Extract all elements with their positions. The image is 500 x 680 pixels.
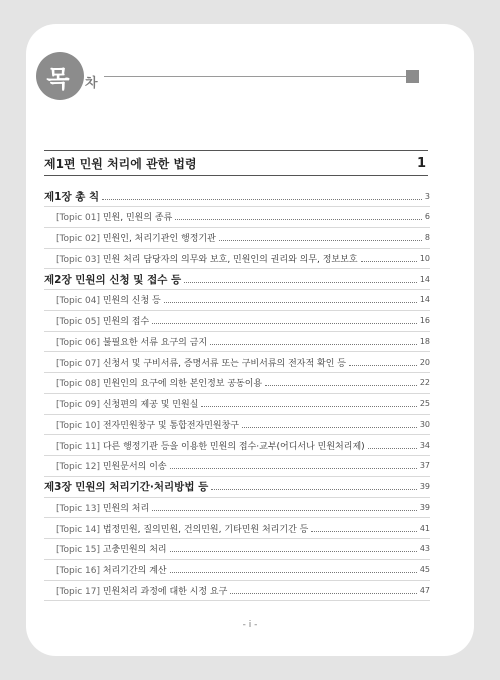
dot-leader — [311, 531, 416, 532]
toc-topic-entry[interactable] — [56, 581, 430, 599]
entry-page-number: 10 — [419, 253, 430, 263]
entry-title: 민원의 접수 — [102, 317, 150, 327]
heading-square-ornament — [406, 70, 419, 83]
entry-label — [44, 479, 208, 494]
entry-title: 신청편의 제공 및 민원실 — [102, 400, 199, 410]
toc-topic-entry[interactable] — [56, 208, 430, 226]
entry-page-number: 30 — [419, 419, 430, 429]
entry-label — [56, 459, 167, 472]
dot-leader — [242, 427, 417, 428]
entry-label — [44, 189, 99, 204]
entry-label — [56, 376, 262, 389]
dot-leader — [219, 240, 422, 241]
entry-title: 전자민원창구 및 통합전자민원창구 — [102, 420, 239, 431]
dot-leader — [152, 323, 417, 324]
dot-leader — [211, 489, 417, 490]
toc-topic-entry[interactable] — [56, 561, 430, 579]
entry-label — [56, 542, 167, 555]
topic-code: [Topic 03] — [56, 254, 100, 265]
toc-topic-entry[interactable] — [56, 436, 430, 454]
row-separator — [44, 600, 430, 601]
dot-leader — [184, 282, 417, 283]
entry-title: 신청서 및 구비서류, 증명서류 또는 구비서류의 전자적 확인 등 — [102, 358, 346, 369]
toc-topic-entry[interactable] — [56, 457, 430, 475]
entry-page-number: 22 — [419, 378, 430, 388]
dot-leader — [152, 510, 417, 511]
topic-code: [Topic 17] — [56, 586, 100, 597]
toc-chapter-entry[interactable] — [44, 187, 430, 205]
dot-leader — [170, 468, 417, 469]
toc-topic-entry[interactable] — [56, 395, 430, 413]
entry-page-number: 47 — [419, 585, 430, 595]
dot-leader — [102, 199, 422, 200]
entry-label — [56, 335, 207, 348]
topic-code: [Topic 01] — [56, 213, 100, 224]
topic-code: [Topic 06] — [56, 337, 100, 348]
toc-topic-entry[interactable] — [56, 415, 430, 433]
entry-title: 민원처리 과정에 대한 시정 요구 — [102, 586, 228, 597]
entry-title: 민원의 신청 등 — [102, 296, 161, 307]
topic-code: [Topic 02] — [56, 234, 100, 244]
toc-title-sub: 차 — [85, 76, 98, 91]
toc-title-main: 목 — [46, 64, 70, 93]
entry-page-number: 39 — [419, 502, 430, 512]
entry-label — [56, 501, 149, 514]
dot-leader — [201, 406, 416, 407]
entry-title: 불필요한 서류 요구의 금지 — [102, 337, 208, 348]
dot-leader — [230, 593, 416, 594]
dot-leader — [361, 261, 417, 262]
entry-page-number: 14 — [419, 295, 430, 305]
entry-page-number: 39 — [419, 482, 430, 491]
entry-page-number: 8 — [424, 233, 430, 242]
entry-page-number: 14 — [419, 274, 430, 284]
part-page-number: 1 — [416, 155, 426, 171]
toc-topic-entry[interactable] — [56, 291, 430, 309]
entry-page-number: 45 — [419, 565, 430, 574]
entry-title: 민원, 민원의 종류 — [102, 213, 173, 224]
entry-label — [56, 252, 358, 265]
dot-leader — [175, 219, 422, 220]
entry-label — [56, 563, 167, 576]
toc-topic-entry[interactable] — [56, 332, 430, 350]
toc-topic-entry[interactable] — [56, 519, 430, 537]
entry-label — [56, 293, 161, 306]
entry-title: 법정민원, 질의민원, 건의민원, 기타민원 처리기간 등 — [102, 524, 309, 535]
entry-title: 고충민원의 처리 — [102, 545, 167, 556]
entry-page-number: 37 — [419, 461, 430, 471]
dot-leader — [368, 448, 417, 449]
dot-leader — [210, 344, 417, 345]
entry-page-number: 20 — [419, 357, 430, 367]
topic-code: [Topic 07] — [56, 358, 100, 369]
entry-title: 제3장 민원의 처리기간·처리방법 등 — [44, 481, 209, 493]
entry-page-number: 43 — [419, 544, 430, 554]
entry-page-number: 18 — [419, 336, 430, 346]
entry-page-number: 6 — [424, 212, 430, 222]
toc-topic-entry[interactable] — [56, 249, 430, 267]
toc-topic-entry[interactable] — [56, 374, 430, 392]
dot-leader — [349, 365, 417, 366]
entry-label — [56, 584, 227, 597]
toc-topic-entry[interactable] — [56, 498, 430, 516]
dot-leader — [170, 572, 417, 573]
entry-label — [56, 439, 365, 452]
toc-topic-entry[interactable] — [56, 229, 430, 247]
entry-label — [56, 522, 308, 535]
topic-code: [Topic 14] — [56, 524, 100, 535]
topic-code: [Topic 08] — [56, 379, 100, 390]
entry-page-number: 41 — [419, 523, 430, 533]
toc-topic-entry[interactable] — [56, 540, 430, 558]
toc-chapter-entry[interactable] — [44, 270, 430, 288]
entry-title: 민원문서의 이송 — [102, 462, 167, 473]
part-title: 제1편 민원 처리에 관한 법령 — [44, 156, 197, 171]
toc-topic-entry[interactable] — [56, 312, 430, 330]
entry-title: 민원의 처리 — [102, 503, 150, 514]
entry-page-number: 34 — [419, 440, 430, 450]
toc-heading — [36, 52, 420, 100]
entry-label — [56, 356, 346, 369]
entry-title: 민원인, 처리기관인 행정기관 — [102, 234, 216, 244]
dot-leader — [164, 302, 417, 303]
toc-topic-entry[interactable] — [56, 353, 430, 371]
part-heading[interactable] — [44, 150, 428, 176]
dot-leader — [265, 385, 417, 386]
topic-code: [Topic 16] — [56, 566, 100, 576]
topic-code: [Topic 15] — [56, 545, 100, 556]
entry-page-number: 3 — [424, 191, 430, 201]
entry-title: 민원 처리 담당자의 의무와 보호, 민원인의 권리와 의무, 정보보호 — [102, 254, 358, 265]
entry-title: 다른 행정기관 등을 이용한 민원의 접수·교부(어디서나 민원처리제) — [102, 441, 365, 452]
page-number-footer: - i - — [242, 620, 258, 630]
entry-title: 처리기간의 계산 — [102, 566, 167, 576]
entry-label — [56, 314, 149, 327]
toc-title-badge — [36, 52, 84, 100]
entry-label — [56, 397, 198, 410]
topic-code: [Topic 10] — [56, 420, 100, 431]
topic-code: [Topic 09] — [56, 400, 100, 410]
topic-code: [Topic 05] — [56, 317, 100, 327]
topic-code: [Topic 04] — [56, 296, 100, 307]
topic-code: [Topic 12] — [56, 462, 100, 473]
entry-label — [56, 231, 216, 244]
toc-chapter-entry[interactable] — [44, 478, 430, 496]
dot-leader — [170, 551, 417, 552]
entry-page-number: 25 — [419, 399, 430, 408]
entry-label — [44, 272, 181, 287]
topic-code: [Topic 11] — [56, 441, 100, 452]
entry-title: 제2장 민원의 신청 및 접수 등 — [44, 273, 182, 286]
entry-label — [56, 210, 172, 223]
topic-code: [Topic 13] — [56, 503, 100, 514]
heading-rule — [104, 76, 408, 77]
entry-title: 민원인의 요구에 의한 본인정보 공동이용 — [102, 379, 263, 390]
entry-label — [56, 418, 239, 431]
entry-title: 제1장 총 칙 — [44, 190, 100, 203]
entry-page-number: 16 — [419, 316, 430, 325]
